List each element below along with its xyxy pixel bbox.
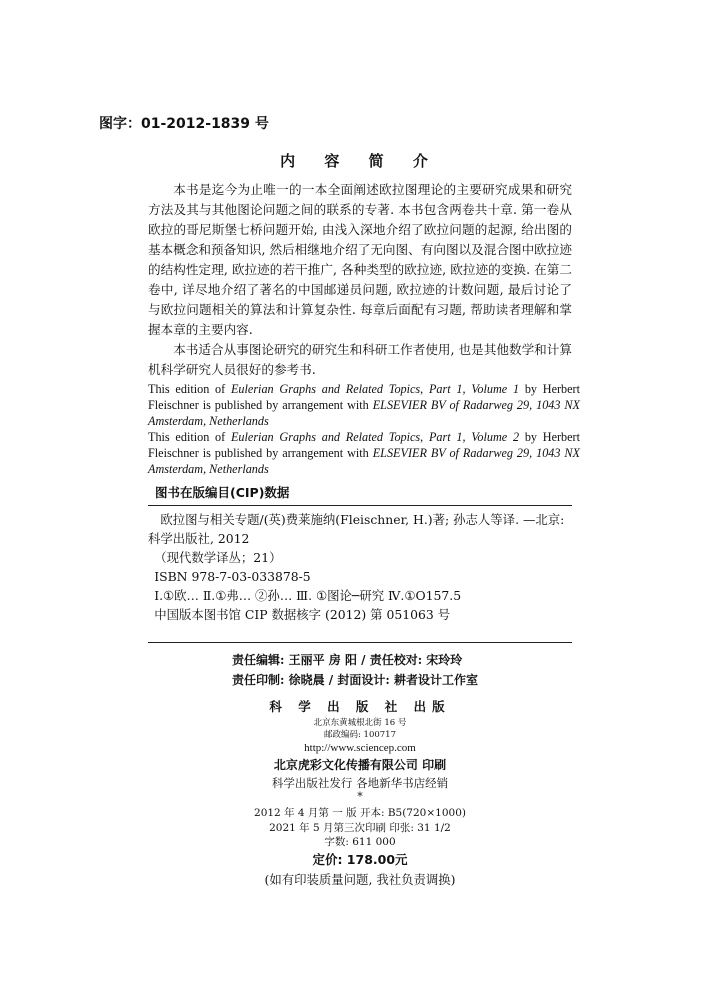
publisher-name: 科 学 出 版 社 出版 bbox=[269, 699, 451, 714]
summary-paragraph-2 bbox=[148, 340, 572, 380]
staff-credits bbox=[232, 650, 478, 690]
price: 定价: 178.00元 bbox=[312, 852, 408, 867]
notice-prefix: This edition of bbox=[148, 430, 231, 444]
notice-publisher: ELSEVIER BV of Radarweg 29, 1043 NX Amsterdam, Netherlands bbox=[148, 446, 580, 476]
notice-middle: by Herbert Fleischner is published by arrangement with bbox=[148, 430, 581, 460]
notice-middle: by Herbert Fleischner is published by arrangement with bbox=[148, 382, 581, 412]
specs-line-printing: 2021 年 5 月第三次印刷 印张: 31 1/2 bbox=[269, 821, 451, 834]
summary-paragraph-text: 本书是迄今为止唯一的一本全面阐述欧拉图理论的主要研究成果和研究方法及其与其他图论问题之间的联系的专著. 本书包含两卷共十章. 第一卷从欧拉的哥尼斯堡七桥问题开始, 由浅入深地介绍了欧拉问题的起源, 给出图的基本概念和预备知识, 然后相继地介绍了无向图、有向图以及混合图中欧拉迹的结构性定理, 欧拉迹的若干推广, 各种类型的欧拉迹, 欧拉迹的变换. 在第二卷中, 详尽地介绍了著名的中国邮递员问题, 欧拉迹的计数问题, 最后讨论了与欧拉问题相关的算法和计算复杂性. 每章后面配有习题, 帮助读者理解和掌握本章的主要内容. bbox=[148, 182, 572, 337]
printer-name: 北京虎彩文化传播有限公司 印刷 bbox=[273, 758, 447, 772]
cip-verification: 中国版本图书馆 CIP 数据核字 (2012) 第 051063 号 bbox=[154, 607, 451, 622]
english-notice-text bbox=[148, 381, 580, 429]
publisher-postcode: 邮政编码: 100717 bbox=[323, 730, 396, 740]
cip-top-rule bbox=[148, 505, 572, 506]
staff-line-production: 责任印制: 徐晓晨 / 封面设计: 耕者设计工作室 bbox=[232, 673, 478, 687]
summary-paragraph-text: 本书适合从事图论研究的研究生和科研工作者使用, 也是其他数学和计算机科学研究人员很好的参考书. bbox=[148, 342, 572, 377]
cip-block bbox=[148, 510, 578, 624]
cip-subjects: Ⅰ.①欧… Ⅱ.①弗… ②孙… Ⅲ. ①图论─研究 Ⅳ.①O157.5 bbox=[154, 588, 462, 603]
specs-line-edition: 2012 年 4 月第 一 版 开本: B5(720×1000) bbox=[254, 807, 466, 819]
separator-star: * bbox=[357, 790, 363, 803]
cip-line-title: 欧拉图与相关专题/(英)费莱施纳(Fleischner, H.)著; 孙志人等译. —北京: bbox=[160, 512, 565, 527]
summary-paragraph-1 bbox=[148, 180, 572, 340]
notice-book-title: Eulerian Graphs and Related Topics, Part 1, Volume 1 bbox=[230, 382, 520, 396]
notice-publisher: ELSEVIER BV of Radarweg 29, 1043 NX Amsterdam, Netherlands bbox=[148, 398, 580, 428]
quality-notice: (如有印装质量问题, 我社负责调换) bbox=[264, 872, 456, 887]
notice-prefix: This edition of bbox=[148, 382, 231, 396]
cip-line-publisher: 科学出版社, 2012 bbox=[148, 531, 250, 546]
cip-isbn: ISBN 978-7-03-033878-5 bbox=[154, 569, 311, 584]
publisher-address: 北京东黄城根北街 16 号 bbox=[313, 718, 407, 728]
distribution-line: 科学出版社发行 各地新华书店经销 bbox=[271, 776, 449, 790]
copyright-registration: 图字：01-2012-1839 号 bbox=[99, 116, 269, 132]
publisher-url: http://www.sciencep.com bbox=[304, 742, 416, 754]
cip-heading: 图书在版编目(CIP)数据 bbox=[155, 485, 290, 500]
edition-specs bbox=[0, 806, 720, 850]
english-notice-text bbox=[148, 429, 580, 477]
staff-line-editors: 责任编辑: 王丽平 房 阳 / 责任校对: 宋玲玲 bbox=[232, 653, 463, 667]
cip-bottom-rule bbox=[148, 642, 572, 643]
english-notice-2 bbox=[148, 429, 580, 477]
summary-title: 内 容 简 介 bbox=[280, 152, 440, 170]
english-notice-1 bbox=[148, 381, 580, 429]
notice-book-title: Eulerian Graphs and Related Topics, Part 1, Volume 2 bbox=[230, 430, 520, 444]
specs-line-wordcount: 字数: 611 000 bbox=[324, 836, 396, 848]
publisher-block bbox=[0, 697, 720, 802]
cip-series: （现代数学译丛；21） bbox=[154, 550, 282, 565]
